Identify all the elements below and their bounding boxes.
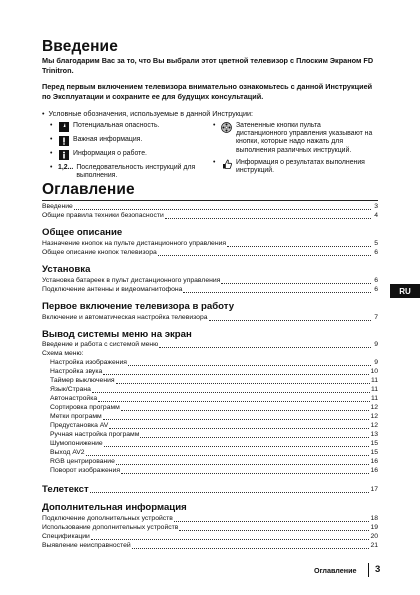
toc-section-heading: Установка [42,264,91,275]
toc-entry[interactable] [42,240,378,249]
toc-subentry[interactable] [50,449,378,458]
toc-entry-page: 11 [370,377,378,384]
toc-subentry[interactable] [50,386,378,395]
bullet-dot: • [42,109,45,118]
toc-entry[interactable] [42,533,378,542]
toc-subentry[interactable] [50,467,378,476]
toc-entry-text: Общие правила техники безопасности [42,212,164,219]
toc-entry[interactable] [42,314,378,323]
toc-section-heading: Дополнительная информация [42,502,187,513]
toc-entry-text: Выход AV2 [50,449,85,456]
important-info-icon [58,136,69,146]
toc-section-heading: Общее описание [42,227,123,238]
toc-entry[interactable] [42,515,378,524]
legend-text: Затененные кнопки пульта дистанционного управления указывают на кнопки, которые надо нажать для выполнения различных инструкций. [236,122,373,154]
toc-entry-text: Настройка звука [50,368,103,375]
toc-entry-page: 15 [370,449,378,456]
toc-section-heading: Вывод системы меню на экран [42,329,192,340]
sequence-marker: 1,2... [58,164,74,171]
toc-entry-text: Язык/Страна [50,386,91,393]
toc-entry-text: Общее описание кнопок телевизора [42,249,157,256]
toc-entry[interactable] [42,212,378,221]
toc-section-heading: Первое включение телевизора в работу [42,301,235,312]
toc-subentry[interactable] [50,413,378,422]
footer-divider [368,563,369,577]
toc-entry-page: 7 [374,314,378,321]
legend-item: • Важная информация. [50,136,212,146]
toc-entry-page: 11 [370,386,378,393]
toc-entry-page: 9 [374,341,378,348]
toc-entry[interactable] [42,524,378,533]
toc-entry-page: 9 [374,359,378,366]
toc-entry-text: Подключение антенны и видеомагнитофона [42,286,183,293]
legend-text: Последовательность инструкций для выполнения. [76,164,196,180]
toc-entry-text: Введение и работа с системой меню [42,341,159,348]
toc-entry-page: 6 [374,249,378,256]
language-tab: RU [390,284,420,298]
operation-info-icon [58,150,69,160]
intro-thanks: Мы благодарим Вас за то, что Вы выбрали этот цветной телевизор с Плоским Экраном FD Trinitron. [42,56,374,75]
toc-entry-page: 10 [370,368,378,375]
toc-entry-text: Назначение кнопок на пульте дистанционного управления [42,240,227,247]
toc-entry-text: Введение [42,203,73,210]
toc-entry-text: Поворот изображения [50,467,121,474]
toc-subentry[interactable] [50,377,378,386]
toc-entry[interactable] [42,286,378,295]
toc-entry-text: Предустановка AV [50,422,109,429]
toc-entry-page: 16 [370,458,378,465]
page-number: 3 [375,564,381,575]
legend-item: • Потенциальная опасность. [50,122,212,132]
toc-section-heading: Телетекст [42,484,89,495]
toc-entry-page: 21 [370,542,378,549]
toc-entry-page: 15 [370,440,378,447]
toc-entry-page: 19 [370,524,378,531]
legend-text: Информация о работе. [73,150,147,157]
toc-entry[interactable] [42,277,378,286]
legend-left [50,122,212,184]
legend-item: • Информация о результатах выполнения инструкций. [213,159,373,175]
toc-entry-text: Спецификации [42,533,90,540]
toc-subentry[interactable] [50,458,378,467]
symbols-line [42,109,253,118]
legend-item: • Затененные кнопки пульта дистанционного управления указывают на кнопки, которые надо нажать для выполнения различных инструкций. [213,122,373,154]
toc-entry-text: Включение и автоматическая настройка телевизора [42,314,208,321]
toc-section-teletext[interactable] [42,484,378,495]
toc-entry-page: 3 [374,203,378,210]
symbols-line-text: Условные обозначения, используемые в данной Инструкции: [48,109,254,118]
toc-entry-page: 20 [370,533,378,540]
warning-hazard-icon [58,122,69,132]
legend-item: • 1,2... Последовательность инструкций для выполнения. [50,164,212,180]
toc-entry-text: Установка батареек в пульт дистанционного управления [42,277,221,284]
toc-entry-text: Автонастройка [50,395,98,402]
toc-entry-text: Использование дополнительных устройств [42,524,179,531]
toc-entry-text: Настройка изображения [50,359,127,366]
legend-text: Информация о результатах выполнения инструкций. [236,158,365,175]
thumbs-up-icon [221,159,232,169]
toc-entry-text: Сортировка программ [50,404,120,411]
legend-right [213,122,373,179]
toc-entry[interactable] [42,249,378,258]
toc-entry-page: 6 [374,277,378,284]
toc-entry[interactable] [42,542,378,551]
toc-entry-text: Ручная настройка программ [50,431,140,438]
menu-scheme-label: Схема меню: [42,350,84,357]
toc-entry-text: Шумопонижение [50,440,103,447]
toc-subentry[interactable] [50,440,378,449]
toc-entry-page: 5 [374,240,378,247]
toc-entry-page: 6 [374,286,378,293]
toc-entry-page: 11 [370,395,378,402]
toc-title: Оглавление [42,181,135,198]
intro-title: Введение [42,38,118,55]
toc-entry-text: Выявление неисправностей [42,542,131,549]
footer-section-label: Оглавление [314,566,357,575]
toc-divider [42,200,378,201]
toc-entry-page: 17 [370,486,378,493]
toc-subentry[interactable] [50,359,378,368]
shaded-remote-buttons-icon [221,122,232,132]
toc-entry-text: Таймер выключения [50,377,115,384]
toc-entry[interactable] [42,203,378,212]
toc-entry-page: 4 [374,212,378,219]
toc-entry-page: 12 [370,413,378,420]
toc-entry-page: 16 [370,467,378,474]
toc-subentry[interactable] [50,368,378,377]
legend-item: • Информация о работе. [50,150,212,160]
toc-subentry[interactable] [50,395,378,404]
toc-subentry[interactable] [50,422,378,431]
intro-warning: Перед первым включением телевизора внимательно ознакомьтесь с данной Инструкцией по Эксплуатации и сохраните ее для будущих консультаций. [42,82,373,101]
toc-entry-page: 18 [370,515,378,522]
toc-entry-page: 13 [370,431,378,438]
toc-entry-page: 12 [370,422,378,429]
toc-entry-text: Подключение дополнительных устройств [42,515,173,522]
legend-text: Потенциальная опасность. [73,122,160,129]
toc-entry[interactable] [42,341,378,350]
legend-text: Важная информация. [73,136,143,143]
toc-entry-page: 12 [370,404,378,411]
toc-entry-text: Метки программ [50,413,102,420]
toc-subentry[interactable] [50,404,378,413]
toc-entry-text: RGB центрирование [50,458,115,465]
toc-subentry[interactable] [50,431,378,440]
